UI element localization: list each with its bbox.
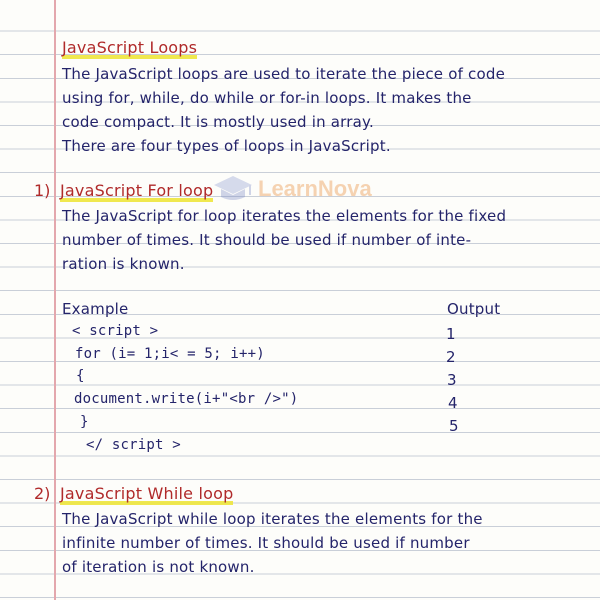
graduation-cap-icon: [212, 174, 254, 204]
output-value-4: 4: [448, 394, 458, 412]
page-title: [62, 38, 197, 57]
code-line-6: </ script >: [86, 437, 181, 453]
section-2-line-1: The JavaScript while loop iterates the elements for the: [62, 510, 483, 528]
intro-line-2: using for, while, do while or for-in loops. It makes the: [62, 89, 472, 107]
code-line-5: }: [80, 414, 89, 430]
section-2-title-text: JavaScript While loop: [60, 484, 234, 503]
code-line-4: document.write(i+"<br />"): [74, 391, 299, 407]
watermark: [212, 174, 372, 204]
output-value-3: 3: [447, 371, 457, 389]
section-1-line-2: number of times. It should be used if number of inte-: [62, 231, 472, 249]
section-1-title: [60, 181, 213, 200]
section-2-line-3: of iteration is not known.: [62, 558, 255, 576]
example-label: Example: [62, 300, 129, 318]
output-value-1: 1: [446, 325, 456, 343]
code-line-2: for (i= 1;i< = 5; i++): [75, 346, 265, 362]
intro-line-1: The JavaScript loops are used to iterate the piece of code: [62, 65, 506, 83]
section-2-line-2: infinite number of times. It should be used if number: [62, 534, 470, 552]
section-2-title: [60, 484, 233, 503]
intro-line-3: code compact. It is mostly used in array.: [62, 113, 374, 131]
section-1-number: 1): [34, 181, 51, 200]
section-1-title-text: JavaScript For loop: [60, 181, 214, 200]
code-line-3: {: [76, 368, 85, 384]
margin-line: [54, 0, 56, 600]
code-line-1: < script >: [72, 323, 159, 339]
section-1-line-1: The JavaScript for loop iterates the elements for the fixed: [62, 207, 507, 225]
page-title-text: JavaScript Loops: [62, 38, 198, 57]
intro-line-4: There are four types of loops in JavaScript.: [62, 137, 391, 155]
output-value-2: 2: [446, 348, 456, 366]
watermark-text: LearnNova: [258, 176, 372, 201]
output-label: Output: [447, 300, 501, 318]
section-1-line-3: ration is known.: [62, 255, 185, 273]
output-value-5: 5: [449, 417, 459, 435]
section-2-number: 2): [34, 484, 51, 503]
